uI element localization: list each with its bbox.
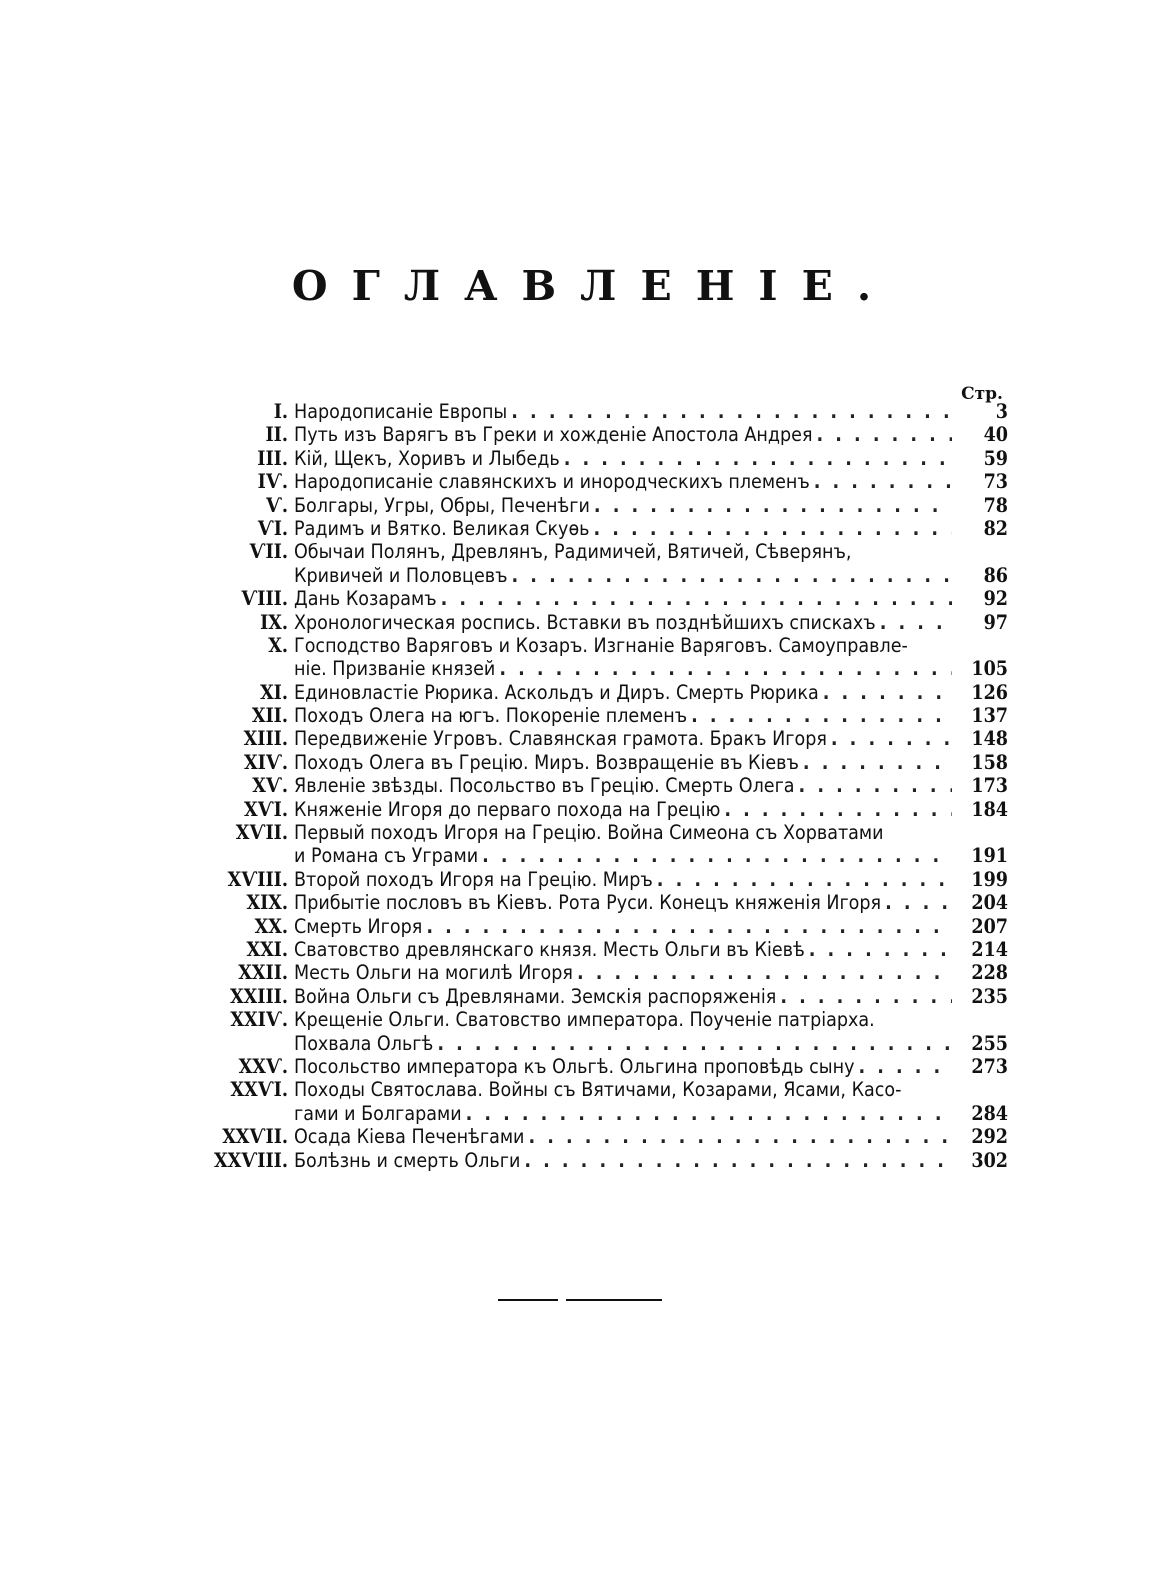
dot-leader bbox=[780, 985, 952, 1008]
chapter-number: II. bbox=[265, 423, 288, 447]
page-number: 302 bbox=[971, 1148, 1008, 1172]
page-number: 148 bbox=[971, 727, 1008, 751]
page-number: 214 bbox=[971, 937, 1008, 961]
chapter-title: Осада Кіева Печенѣгами bbox=[294, 1125, 525, 1149]
page-number: 92 bbox=[983, 587, 1008, 611]
chapter-title: Передвиженіе Угровъ. Славянская грамота. Бракъ Игоря bbox=[294, 727, 827, 751]
table-of-contents bbox=[213, 400, 1008, 1172]
dot-leader bbox=[482, 844, 952, 867]
chapter-title: Посольство императора къ Ольгѣ. Ольгина проповѣдь сыну bbox=[294, 1054, 855, 1078]
chapter-number: XXѴI. bbox=[230, 1078, 288, 1102]
toc-entry bbox=[213, 891, 1008, 914]
toc-entry bbox=[213, 587, 1008, 610]
chapter-number: XXѴII. bbox=[222, 1125, 288, 1149]
toc-line bbox=[213, 821, 1008, 844]
chapter-title: Радимъ и Вятко. Великая Скуѳь bbox=[294, 516, 590, 540]
page-number: 235 bbox=[971, 984, 1008, 1008]
dot-leader bbox=[691, 704, 952, 727]
chapter-number: XIѴ. bbox=[244, 750, 288, 774]
toc-line bbox=[213, 868, 1008, 891]
toc-entry bbox=[213, 938, 1008, 961]
chapter-title: Народописаніе славянскихъ и инородческихъ племенъ bbox=[294, 470, 810, 494]
chapter-title: Болгары, Угры, Обры, Печенѣги bbox=[294, 493, 590, 517]
page-number: 292 bbox=[971, 1125, 1008, 1149]
toc-entry bbox=[213, 868, 1008, 891]
page-number: 137 bbox=[971, 704, 1008, 728]
dot-leader bbox=[577, 961, 952, 984]
toc-entry bbox=[213, 1008, 1008, 1055]
chapter-number: XXѴ. bbox=[238, 1054, 288, 1078]
page-number: 97 bbox=[983, 610, 1008, 634]
toc-line bbox=[213, 1125, 1008, 1148]
chapter-number: XѴIII. bbox=[227, 867, 288, 891]
toc-entry bbox=[213, 798, 1008, 821]
page-number: 158 bbox=[971, 750, 1008, 774]
toc-entry bbox=[213, 634, 1008, 681]
toc-line bbox=[213, 564, 1008, 587]
dot-leader bbox=[880, 611, 952, 634]
page-column-label: Стр. bbox=[961, 384, 1003, 404]
toc-line bbox=[213, 423, 1008, 446]
toc-line bbox=[213, 540, 1008, 563]
toc-entry bbox=[213, 751, 1008, 774]
page-number: 199 bbox=[971, 867, 1008, 891]
page-number: 273 bbox=[971, 1054, 1008, 1078]
page-number: 3 bbox=[995, 400, 1008, 423]
toc-line bbox=[213, 400, 1008, 423]
dot-leader bbox=[466, 1102, 952, 1125]
page-number: 255 bbox=[971, 1031, 1008, 1055]
toc-line bbox=[213, 985, 1008, 1008]
chapter-number: XѴII. bbox=[235, 821, 288, 845]
page-number: 204 bbox=[971, 891, 1008, 915]
page-number: 86 bbox=[983, 563, 1008, 587]
chapter-title: Кій, Щекъ, Хоривъ и Лыбедь bbox=[294, 446, 560, 470]
toc-entry bbox=[213, 681, 1008, 704]
toc-line bbox=[213, 1008, 1008, 1031]
chapter-number: XXII. bbox=[238, 961, 288, 985]
dot-leader bbox=[594, 494, 952, 517]
dot-leader bbox=[564, 447, 952, 470]
page-number: 78 bbox=[983, 493, 1008, 517]
chapter-number: I. bbox=[273, 400, 288, 423]
chapter-title: Первый походъ Игоря на Грецію. Война Симеона съ Хорватами bbox=[294, 821, 884, 845]
chapter-number: XѴ. bbox=[252, 774, 288, 798]
dot-leader bbox=[814, 470, 952, 493]
chapter-title: и Романа съ Уграми bbox=[294, 844, 479, 868]
dot-leader bbox=[437, 1032, 952, 1055]
dot-leader bbox=[817, 423, 952, 446]
dot-leader bbox=[426, 915, 952, 938]
chapter-title: Походъ Олега на югъ. Покореніе племенъ bbox=[294, 704, 688, 728]
chapter-title: Единовластіе Рюрика. Аскольдъ и Диръ. Смерть Рюрика bbox=[294, 680, 819, 704]
toc-line bbox=[213, 751, 1008, 774]
dot-leader bbox=[499, 657, 952, 680]
chapter-number: X. bbox=[268, 633, 288, 657]
chapter-title: Хронологическая роспись. Вставки въ позднѣйшихъ спискахъ bbox=[294, 610, 876, 634]
dot-leader bbox=[441, 587, 952, 610]
chapter-number: XѴI. bbox=[244, 797, 288, 821]
chapter-number: IѴ. bbox=[257, 470, 288, 494]
dot-leader bbox=[511, 400, 952, 423]
toc-entry bbox=[213, 423, 1008, 446]
toc-entry bbox=[213, 1078, 1008, 1125]
toc-line bbox=[213, 891, 1008, 914]
dot-leader bbox=[809, 938, 952, 961]
chapter-title: ніе. Призваніе князей bbox=[294, 657, 496, 681]
chapter-title: Походъ Олега въ Грецію. Миръ. Возвращеніе въ Кіевъ bbox=[294, 750, 799, 774]
chapter-title: Война Ольги съ Древлянами. Земскія распоряженія bbox=[294, 984, 777, 1008]
toc-line bbox=[213, 774, 1008, 797]
page-number: 40 bbox=[983, 423, 1008, 447]
chapter-number: IX. bbox=[260, 610, 288, 634]
chapter-number: XXIѴ. bbox=[230, 1008, 288, 1032]
toc-line bbox=[213, 1055, 1008, 1078]
chapter-number: III. bbox=[257, 446, 288, 470]
toc-entry bbox=[213, 611, 1008, 634]
chapter-number: ѴIII. bbox=[241, 587, 288, 611]
chapter-title: Кривичей и Половцевъ bbox=[294, 563, 508, 587]
dot-leader bbox=[657, 868, 952, 891]
chapter-number: XII. bbox=[251, 704, 288, 728]
closing-rule-right bbox=[566, 1299, 662, 1301]
toc-line bbox=[213, 1078, 1008, 1101]
chapter-number: XXI. bbox=[246, 937, 288, 961]
dot-leader bbox=[803, 751, 952, 774]
dot-leader bbox=[528, 1125, 952, 1148]
page-number: 59 bbox=[983, 446, 1008, 470]
dot-leader bbox=[885, 891, 952, 914]
toc-entry bbox=[213, 915, 1008, 938]
page-number: 126 bbox=[971, 680, 1008, 704]
toc-entry bbox=[213, 517, 1008, 540]
chapter-title: Смерть Игоря bbox=[294, 914, 423, 938]
dot-leader bbox=[799, 774, 952, 797]
toc-entry bbox=[213, 1149, 1008, 1172]
toc-entry bbox=[213, 821, 1008, 868]
dot-leader bbox=[858, 1055, 952, 1078]
page-number: 207 bbox=[971, 914, 1008, 938]
chapter-number: XXIII. bbox=[230, 984, 288, 1008]
toc-entry bbox=[213, 704, 1008, 727]
chapter-number: XX. bbox=[254, 914, 288, 938]
chapter-title: Болѣзнь и смерть Ольги bbox=[294, 1148, 521, 1172]
toc-entry bbox=[213, 985, 1008, 1008]
toc-line bbox=[213, 470, 1008, 493]
page-title: ОГЛАВЛЕНІЕ. bbox=[291, 262, 896, 310]
chapter-title: Господство Варяговъ и Козаръ. Изгнаніе Варяговъ. Самоуправле- bbox=[294, 633, 908, 657]
page-number: 173 bbox=[971, 774, 1008, 798]
chapter-title: Похвала Ольгѣ bbox=[294, 1031, 434, 1055]
chapter-title: Путь изъ Варягъ въ Греки и хожденіе Апостола Андрея bbox=[294, 423, 813, 447]
toc-entry bbox=[213, 540, 1008, 587]
page-number: 228 bbox=[971, 961, 1008, 985]
toc-entry bbox=[213, 774, 1008, 797]
page-number: 105 bbox=[971, 657, 1008, 681]
chapter-title: Явленіе звѣзды. Посольство въ Грецію. Смерть Олега bbox=[294, 774, 795, 798]
chapter-number: Ѵ. bbox=[265, 493, 288, 517]
toc-line bbox=[213, 727, 1008, 750]
page-number: 191 bbox=[971, 844, 1008, 868]
toc-entry bbox=[213, 470, 1008, 493]
chapter-number: ѴII. bbox=[249, 540, 288, 564]
chapter-number: XXѴIII. bbox=[213, 1148, 288, 1172]
page-number: 184 bbox=[971, 797, 1008, 821]
page-number: 82 bbox=[983, 516, 1008, 540]
toc-line bbox=[213, 798, 1008, 821]
toc-line bbox=[213, 938, 1008, 961]
chapter-number: ѴI. bbox=[257, 516, 288, 540]
dot-leader bbox=[823, 681, 952, 704]
chapter-title: Дань Козарамъ bbox=[294, 587, 437, 611]
toc-entry bbox=[213, 400, 1008, 423]
toc-entry bbox=[213, 961, 1008, 984]
toc-line bbox=[213, 915, 1008, 938]
dot-leader bbox=[831, 727, 952, 750]
toc-entry bbox=[213, 447, 1008, 470]
toc-line bbox=[213, 1032, 1008, 1055]
toc-line bbox=[213, 1149, 1008, 1172]
toc-entry bbox=[213, 1055, 1008, 1078]
chapter-title: Месть Ольги на могилѣ Игоря bbox=[294, 961, 573, 985]
chapter-title: гами и Болгарами bbox=[294, 1101, 462, 1125]
chapter-number: XIII. bbox=[243, 727, 288, 751]
chapter-title: Сватовство древлянскаго князя. Месть Ольги въ Кіевѣ bbox=[294, 937, 805, 961]
chapter-title: Обычаи Полянъ, Древлянъ, Радимичей, Вятичей, Сѣверянъ, bbox=[294, 540, 852, 564]
toc-line bbox=[213, 634, 1008, 657]
page-number: 284 bbox=[971, 1101, 1008, 1125]
toc-entry bbox=[213, 727, 1008, 750]
page-number: 73 bbox=[983, 470, 1008, 494]
toc-line bbox=[213, 1102, 1008, 1125]
toc-line bbox=[213, 611, 1008, 634]
dot-leader bbox=[724, 798, 952, 821]
toc-line bbox=[213, 587, 1008, 610]
chapter-title: Княженіе Игоря до перваго похода на Грецію bbox=[294, 797, 721, 821]
dot-leader bbox=[524, 1149, 952, 1172]
chapter-number: XI. bbox=[260, 680, 288, 704]
toc-line bbox=[213, 961, 1008, 984]
chapter-title: Второй походъ Игоря на Грецію. Миръ bbox=[294, 867, 653, 891]
toc-line bbox=[213, 844, 1008, 867]
toc-line bbox=[213, 681, 1008, 704]
toc-line bbox=[213, 657, 1008, 680]
toc-line bbox=[213, 494, 1008, 517]
toc-entry bbox=[213, 1125, 1008, 1148]
chapter-number: XIX. bbox=[246, 891, 288, 915]
closing-rule-left bbox=[498, 1299, 558, 1301]
chapter-title: Народописаніе Европы bbox=[294, 400, 508, 423]
toc-entry bbox=[213, 494, 1008, 517]
toc-line bbox=[213, 447, 1008, 470]
dot-leader bbox=[594, 517, 952, 540]
chapter-title: Крещеніе Ольги. Сватовство императора. Поученіе патріарха. bbox=[294, 1008, 875, 1032]
toc-line bbox=[213, 517, 1008, 540]
toc-line bbox=[213, 704, 1008, 727]
chapter-title: Походы Святослава. Войны съ Вятичами, Козарами, Ясами, Касо- bbox=[294, 1078, 902, 1102]
dot-leader bbox=[512, 564, 952, 587]
chapter-title: Прибытіе пословъ въ Кіевъ. Рота Руси. Конецъ княженія Игоря bbox=[294, 891, 882, 915]
